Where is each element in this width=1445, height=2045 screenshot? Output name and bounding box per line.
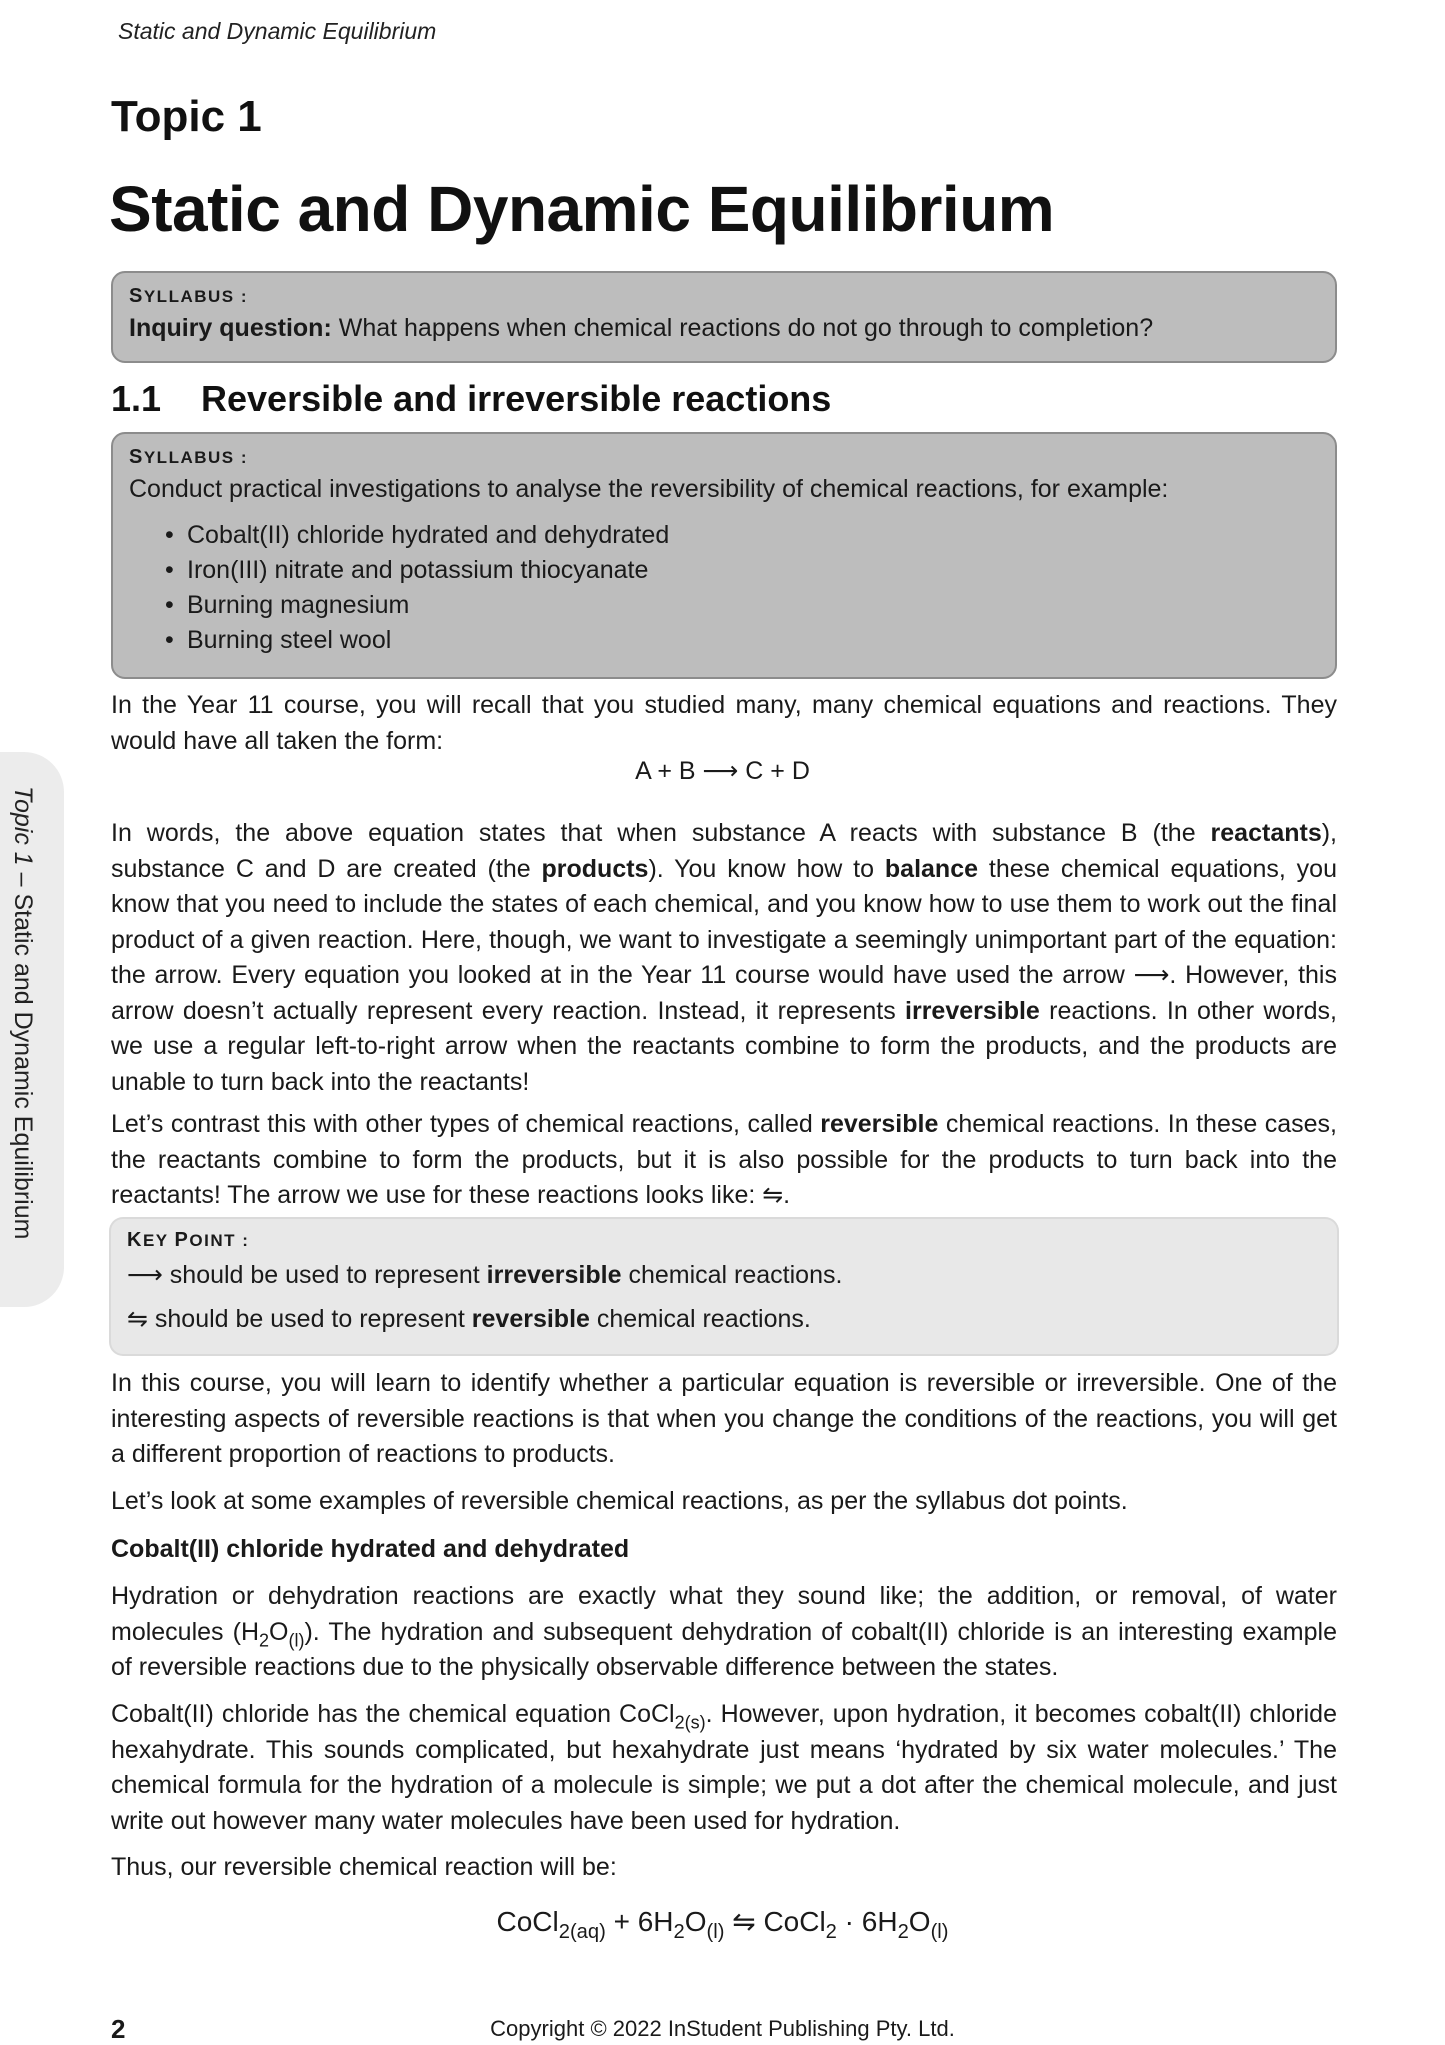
list-item: • Burning steel wool [187, 623, 1319, 658]
list-item: • Cobalt(II) chloride hydrated and dehydrated [187, 518, 1319, 553]
paragraph-intro: In the Year 11 course, you will recall that you studied many, many chemical equations and reactions. They would have all taken the form: [111, 691, 1337, 755]
equation-cobalt: CoCl$_{2(aq)}$ + $6H_2O_{(l)}$ ⇋ CoCl$_2$ · $6H_2O_{(l)}$ [496, 1906, 949, 1944]
paragraph-hydration: Hydration or dehydration reactions are exactly what they sound like; the addition, or removal, of water molecules $(H_2O_{(l)})$. The hydration and subsequent dehydration of cobalt(II) chloride is an interesting example of reversible reactions due to the physically observable difference between the states. [111, 1582, 1337, 1681]
syllabus-caption: SYLLABUS : [129, 446, 249, 468]
syllabus-caption: SYLLABUS : [129, 285, 249, 307]
page-title: Static and Dynamic Equilibrium [109, 173, 1055, 245]
syllabus-intro: Conduct practical investigations to analyse the reversibility of chemical reactions, for example: [129, 475, 1169, 503]
key-point-irreversible: ⟶ should be used to represent irreversible chemical reactions. [127, 1261, 843, 1289]
equation-general: A + B ⟶ C + D [635, 757, 810, 785]
paragraph-reversible: Let’s contrast this with other types of chemical reactions, called reversible chemical reactions. In these cases, the reactants combine to form the products, but it is also possible for the products to turn back into the reactants! The arrow we use for these reactions looks like: ⇋. [111, 1110, 1337, 1209]
syllabus-box-practical [111, 432, 1337, 679]
list-item: • Iron(III) nitrate and potassium thiocyanate [187, 553, 1319, 588]
paragraph-thus: Thus, our reversible chemical reaction will be: [111, 1853, 617, 1881]
section-heading: 1.1 Reversible and irreversible reactions [111, 378, 832, 419]
paragraph-hexahydrate: Cobalt(II) chloride has the chemical equation CoCl$_{2(s)}$. However, upon hydration, it becomes cobalt(II) chloride hexahydrate. This sounds complicated, but hexahydrate just means ‘hydrated by six water molecules.’ The chemical formula for the hydration of a molecule is simple; we put a dot after the chemical molecule, and just write out however many water molecules have been used for hydration. [111, 1700, 1337, 1835]
syllabus-list [129, 518, 1319, 658]
copyright: Copyright © 2022 InStudent Publishing Pty. Ltd. [490, 2016, 955, 2041]
key-point-reversible: ⇋ should be used to represent reversible chemical reactions. [127, 1305, 811, 1333]
key-point-caption: KEY POINT : [127, 1229, 250, 1251]
paragraph-course: In this course, you will learn to identify whether a particular equation is reversible or irreversible. One of the interesting aspects of reversible reactions is that when you change the conditions of the reactions, you will get a different proportion of reactions to products. [111, 1369, 1337, 1468]
key-point-box [111, 1219, 1337, 1354]
running-head: Static and Dynamic Equilibrium [118, 18, 437, 44]
syllabus-box-inquiry [111, 271, 1337, 363]
subheading-cobalt: Cobalt(II) chloride hydrated and dehydrated [111, 1535, 630, 1563]
topic-label: Topic 1 [111, 92, 262, 141]
inquiry-question: Inquiry question: What happens when chemical reactions do not go through to completion? [129, 314, 1154, 342]
paragraph-examples: Let’s look at some examples of reversible chemical reactions, as per the syllabus dot points. [111, 1487, 1128, 1515]
side-tab-label: Topic 1 – Static and Dynamic Equilibrium [9, 786, 37, 1240]
paragraph-arrow-explanation: In words, the above equation states that when substance A reacts with substance B (the reactants), substance C and D are created (the products). You know how to balance these chemical equations, you know that you need to include the states of each chemical, and you know how to use them to work out the final product of a given reaction. Here, though, we want to investigate a seemingly unimportant part of the equation: the arrow. Every equation you looked at in the Year 11 course would have used the arrow ⟶. However, this arrow doesn’t actually represent every reaction. Instead, it represents irreversible reactions. In other words, we use a regular left-to-right arrow when the reactants combine to form the products, and the products are unable to turn back into the reactants! [111, 819, 1337, 1096]
page-number: 2 [111, 2014, 126, 2044]
list-item: • Burning magnesium [187, 588, 1319, 623]
